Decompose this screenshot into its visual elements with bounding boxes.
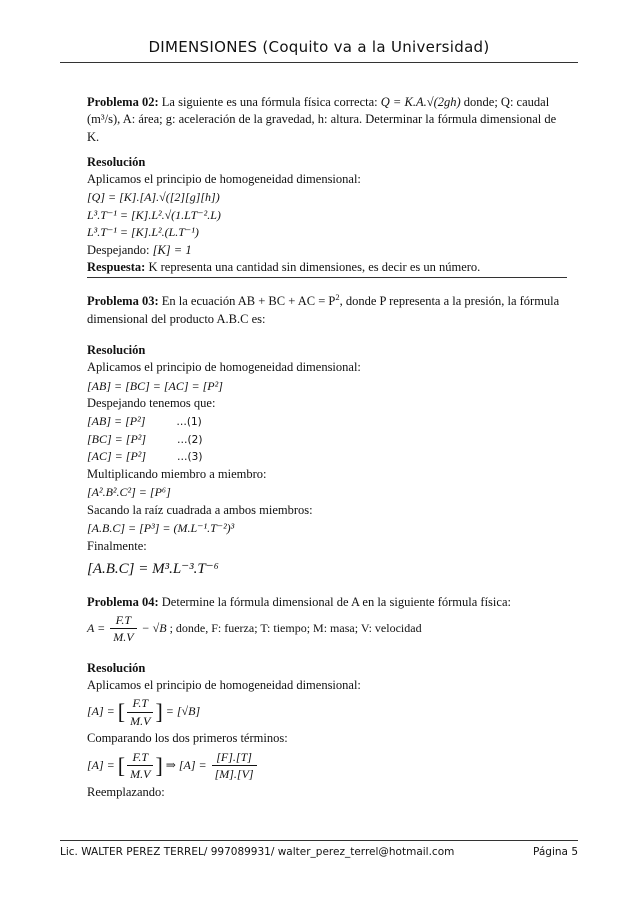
problem-04-eq1-lhs: [A] = xyxy=(87,704,115,719)
problem-03-ref-bc: …(2) xyxy=(177,433,203,446)
problem-04-formula-den: M.V xyxy=(113,630,134,645)
problem-02-principle: Aplicamos el principio de homogeneidad dimensional: xyxy=(87,172,361,186)
problem-02-text: La siguiente es una fórmula física correcta: xyxy=(161,95,378,109)
problem-02-answer xyxy=(87,259,567,278)
right-bracket: ] xyxy=(155,752,163,778)
right-bracket: ] xyxy=(155,699,163,725)
problem-02-heading: Problema 02: xyxy=(87,95,159,109)
problem-03-despejando: Despejando tenemos que: xyxy=(87,396,216,411)
problem-04-eq2-den: M.V xyxy=(130,767,151,782)
problem-03-eq1: [AB] = [BC] = [AC] = [P²] xyxy=(87,378,223,393)
problem-04 xyxy=(87,594,567,802)
problem-04-statement xyxy=(87,594,567,611)
problem-02-resolution-title: Resolución xyxy=(87,154,146,169)
problem-02-despejando xyxy=(87,242,567,259)
header-divider xyxy=(60,62,578,63)
problem-03-text-a: En la ecuación AB + BC + AC = P xyxy=(161,294,336,309)
problem-04-formula-lhs: A = xyxy=(87,620,106,635)
problem-04-eq2-den2: [M].[V] xyxy=(214,767,254,782)
problem-03-eq-bc xyxy=(87,431,567,448)
problem-04-formula-num: F.T xyxy=(110,612,136,630)
page-header: DIMENSIONES (Coquito va a la Universidad) xyxy=(148,38,490,56)
problem-03-eq-mult: [A².B².C²] = [P⁶] xyxy=(87,485,171,500)
problem-04-eq2-num2: [F].[T] xyxy=(212,749,257,767)
problem-04-eq1-num: F.T xyxy=(127,695,153,713)
problem-03-principle: Aplicamos el principio de homogeneidad dimensional: xyxy=(87,360,361,375)
problem-02-eq2: L³.T⁻¹ = [K].L².√(1.LT⁻².L) xyxy=(87,207,221,222)
problem-04-eq2-fraction xyxy=(127,749,153,783)
problem-04-eq2-num: F.T xyxy=(127,749,153,767)
left-bracket: [ xyxy=(117,699,126,725)
problem-04-eq2 xyxy=(87,749,567,783)
problem-04-formula xyxy=(87,612,567,646)
problem-03-eq-final: [A.B.C] = M³.L⁻³.T⁻⁶ xyxy=(87,560,219,577)
footer-author: Lic. WALTER PEREZ TERREL/ 997089931/ walter_perez_terrel@hotmail.com xyxy=(60,846,455,858)
problem-02-despejando-eq: [K] = 1 xyxy=(152,242,192,257)
problem-03-eq-root: [A.B.C] = [P³] = (M.L⁻¹.T⁻²)³ xyxy=(87,521,235,536)
problem-04-formula-desc: ; donde, F: fuerza; T: tiempo; M: masa; V: velocidad xyxy=(169,620,422,635)
problem-03-finalmente: Finalmente: xyxy=(87,538,147,553)
problem-02-eq3: L³.T⁻¹ = [K].L².(L.T⁻¹) xyxy=(87,225,199,240)
problem-03-multiplicando: Multiplicando miembro a miembro: xyxy=(87,466,267,481)
problem-04-eq2-lhs: [A] = xyxy=(87,757,115,772)
problem-04-text: Determine la fórmula dimensional de A en la siguiente fórmula física: xyxy=(161,594,511,609)
problem-04-principle: Aplicamos el principio de homogeneidad dimensional: xyxy=(87,678,361,693)
problem-03-eq-bc-text: [BC] = [P²] xyxy=(87,431,147,446)
problem-03-eq-ab xyxy=(87,413,567,430)
problem-04-reemplazando: Reemplazando: xyxy=(87,784,165,799)
problem-04-resolution-title: Resolución xyxy=(87,660,146,675)
problem-04-eq1-rest: = [√B] xyxy=(165,704,201,719)
problem-04-formula-rest: − √B xyxy=(141,620,167,635)
problem-03-statement xyxy=(87,292,567,328)
problem-02-answer-text: K representa una cantidad sin dimensiones, es decir es un número. xyxy=(148,260,481,275)
problem-02-answer-label: Respuesta: xyxy=(87,260,146,275)
problem-03-eq-ac-text: [AC] = [P²] xyxy=(87,449,147,464)
problem-03-eq-ac xyxy=(87,448,567,465)
footer-page-number: Página 5 xyxy=(533,846,578,858)
problem-03-resolution-title: Resolución xyxy=(87,343,146,358)
problem-04-eq1-fraction xyxy=(127,695,153,729)
problem-03-text-sup: 2 xyxy=(335,292,340,303)
left-bracket: [ xyxy=(117,752,126,778)
footer-divider xyxy=(60,840,578,841)
problem-04-eq1 xyxy=(87,695,567,729)
problem-04-eq2-mid: ⇒ [A] = xyxy=(165,757,207,772)
problem-04-comparando: Comparando los dos primeros términos: xyxy=(87,731,288,746)
problem-02 xyxy=(87,94,567,278)
problem-03-eq-ab-text: [AB] = [P²] xyxy=(87,414,146,429)
page-content xyxy=(87,94,567,811)
problem-03-text-b: , donde P representa a la presión, la fórmula dimensional del producto A.B.C es: xyxy=(87,294,560,326)
problem-04-eq1-den: M.V xyxy=(130,713,151,728)
problem-04-heading: Problema 04: xyxy=(87,594,159,609)
problem-03-sacando: Sacando la raíz cuadrada a ambos miembros: xyxy=(87,502,313,517)
problem-04-eq2-fraction2 xyxy=(212,749,257,783)
problem-02-statement xyxy=(87,94,567,146)
problem-02-formula: Q = K.A.√(2gh) xyxy=(380,95,461,109)
problem-02-despejando-label: Despejando: xyxy=(87,242,150,257)
problem-04-formula-fraction xyxy=(110,612,136,646)
problem-02-text2: donde; Q: caudal (m³/s), A: área; g: aceleración de la gravedad, h: altura. Determinar la fórmula dimensional de K. xyxy=(87,95,557,144)
problem-03-heading: Problema 03: xyxy=(87,294,159,309)
problem-03 xyxy=(87,292,567,579)
problem-02-eq1: [Q] = [K].[A].√([2][g][h]) xyxy=(87,190,220,205)
problem-03-ref-ac: …(3) xyxy=(177,451,203,464)
problem-03-ref-ab: …(1) xyxy=(176,416,202,429)
